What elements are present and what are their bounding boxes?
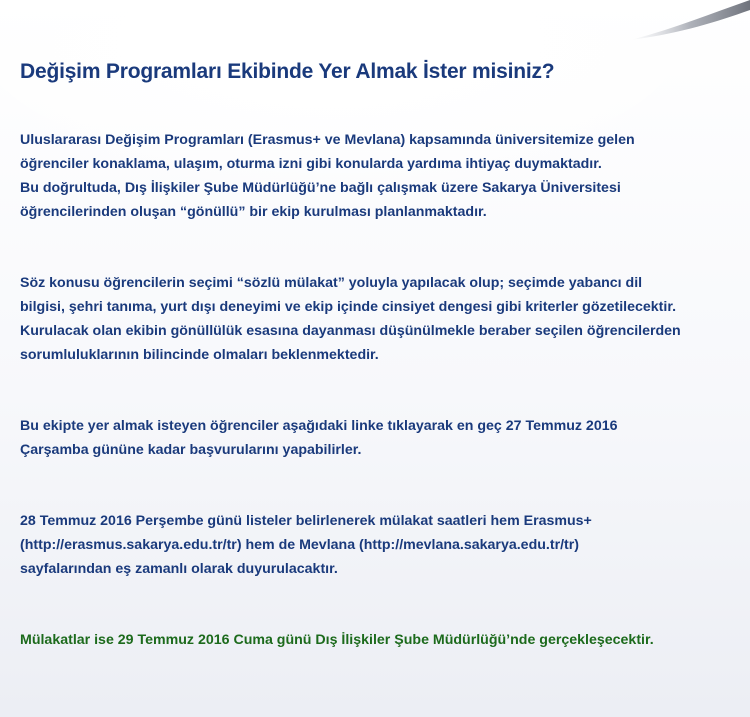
text-line: Mülakatlar ise 29 Temmuz 2016 Cuma günü Dış İlişkiler Şube Müdürlüğü’nde gerçekleşecektir. — [20, 632, 654, 648]
corner-swoosh-decoration — [630, 0, 750, 40]
paragraph-interview-date — [20, 628, 740, 652]
paragraph-interview-schedule — [20, 509, 740, 581]
text-line: Bu ekipte yer almak isteyen öğrenciler aşağıdaki linke tıklayarak en geç 27 Temmuz 2016 — [20, 418, 618, 434]
text-line: öğrenciler konaklama, ulaşım, oturma izni gibi konularda yardıma ihtiyaç duymaktadır. — [20, 156, 602, 172]
text-line: Bu doğrultuda, Dış İlişkiler Şube Müdürlüğü’ne bağlı çalışmak üzere Sakarya Üniversitesi — [20, 180, 621, 196]
text-line: Uluslararası Değişim Programları (Erasmus+ ve Mevlana) kapsamında üniversitemize gelen — [20, 132, 635, 148]
text-line: Çarşamba gününe kadar başvurularını yapabilirler. — [20, 442, 362, 458]
text-line: bilgisi, şehri tanıma, yurt dışı deneyimi ve ekip içinde cinsiyet dengesi gibi kriterler gözetilecektir. — [20, 299, 677, 315]
page-title: Değişim Programları Ekibinde Yer Almak İster misiniz? — [20, 60, 555, 83]
paragraph-application-deadline — [20, 414, 740, 462]
text-line: öğrencilerinden oluşan “gönüllü” bir ekip kurulması planlanmaktadır. — [20, 204, 487, 220]
paragraph-intro — [20, 128, 740, 224]
text-line: Söz konusu öğrencilerin seçimi “sözlü mülakat” yoluyla yapılacak olup; seçimde yabancı dil — [20, 275, 643, 291]
text-line: Kurulacak olan ekibin gönüllülük esasına dayanması düşünülmekle beraber seçilen öğrencilerden — [20, 323, 681, 339]
text-line: sorumluluklarının bilincinde olmaları beklenmektedir. — [20, 347, 379, 363]
paragraph-selection-criteria — [20, 271, 740, 367]
text-line: (http://erasmus.sakarya.edu.tr/tr) hem de Mevlana (http://mevlana.sakarya.edu.tr/tr) — [20, 537, 579, 553]
text-line: 28 Temmuz 2016 Perşembe günü listeler belirlenerek mülakat saatleri hem Erasmus+ — [20, 513, 592, 529]
text-line: sayfalarından eş zamanlı olarak duyurulacaktır. — [20, 561, 338, 577]
announcement-body — [20, 128, 740, 652]
